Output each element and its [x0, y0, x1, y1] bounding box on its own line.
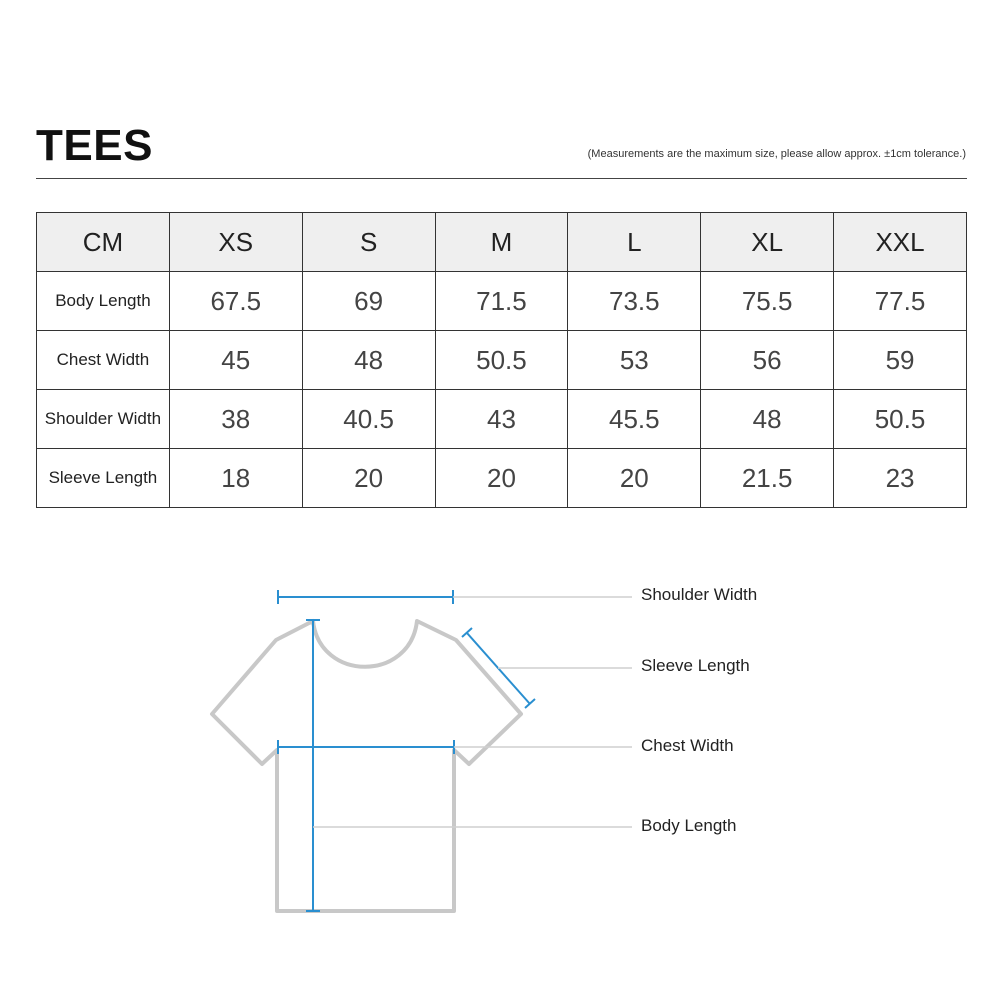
table-cell: 50.5	[834, 390, 967, 449]
table-cell: 45.5	[568, 390, 701, 449]
row-label: Shoulder Width	[37, 390, 170, 449]
header-unit: CM	[37, 213, 170, 272]
table-cell: 69	[302, 272, 435, 331]
table-cell: 48	[302, 331, 435, 390]
shoulder-width-measure	[278, 590, 632, 604]
table-cell: 67.5	[169, 272, 302, 331]
table-cell: 48	[701, 390, 834, 449]
header-size-m: M	[435, 213, 568, 272]
table-row-shoulder-width	[37, 390, 967, 449]
table-cell: 73.5	[568, 272, 701, 331]
table-cell: 50.5	[435, 331, 568, 390]
table-cell: 43	[435, 390, 568, 449]
row-label: Chest Width	[37, 331, 170, 390]
table-row-chest-width	[37, 331, 967, 390]
table-cell: 20	[568, 449, 701, 508]
table-cell: 20	[302, 449, 435, 508]
page-title: TEES	[36, 121, 153, 170]
row-label: Sleeve Length	[37, 449, 170, 508]
table-cell: 45	[169, 331, 302, 390]
table-cell: 38	[169, 390, 302, 449]
table-header-row	[37, 213, 967, 272]
table-cell: 75.5	[701, 272, 834, 331]
header-size-xxl: XXL	[834, 213, 967, 272]
table-row-body-length	[37, 272, 967, 331]
header-size-l: L	[568, 213, 701, 272]
tolerance-note: (Measurements are the maximum size, please allow approx. ±1cm tolerance.)	[587, 148, 966, 160]
table-cell: 21.5	[701, 449, 834, 508]
row-label: Body Length	[37, 272, 170, 331]
label-chest-width: Chest Width	[641, 736, 734, 755]
table-cell: 59	[834, 331, 967, 390]
tshirt-measurement-diagram	[0, 560, 1000, 940]
table-cell: 77.5	[834, 272, 967, 331]
table-cell: 71.5	[435, 272, 568, 331]
table-cell: 56	[701, 331, 834, 390]
table-cell: 40.5	[302, 390, 435, 449]
tshirt-outline	[212, 621, 521, 911]
table-cell: 23	[834, 449, 967, 508]
table-row-sleeve-length	[37, 449, 967, 508]
table-cell: 18	[169, 449, 302, 508]
size-chart-table	[36, 212, 967, 508]
label-sleeve-length: Sleeve Length	[641, 656, 750, 675]
sleeve-length-measure	[462, 628, 632, 708]
label-shoulder-width: Shoulder Width	[641, 585, 758, 604]
table-cell: 53	[568, 331, 701, 390]
header-size-xl: XL	[701, 213, 834, 272]
title-divider	[36, 178, 967, 179]
header-size-xs: XS	[169, 213, 302, 272]
table-cell: 20	[435, 449, 568, 508]
label-body-length: Body Length	[641, 816, 737, 835]
header-size-s: S	[302, 213, 435, 272]
chest-width-measure	[278, 740, 632, 754]
tshirt-diagram-svg	[0, 560, 1000, 940]
